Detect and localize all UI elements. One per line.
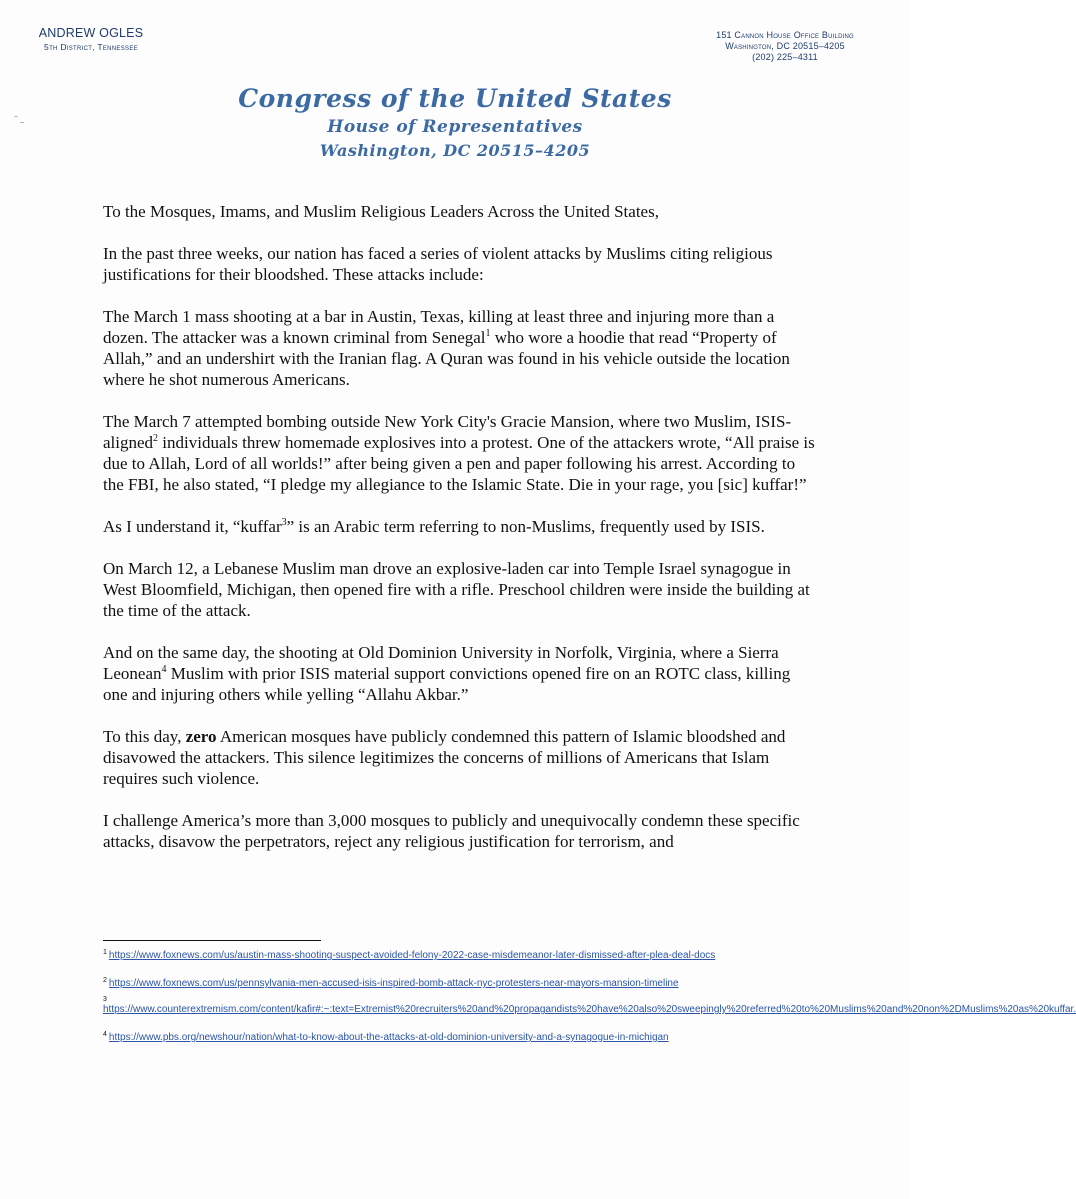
- footnote-4: [103, 1032, 823, 1044]
- salutation: To the Mosques, Imams, and Muslim Religious Leaders Across the United States,: [103, 202, 659, 221]
- paragraph-text: individuals threw homemade explosives into a protest. One of the attackers wrote, “All praise is due to Allah, Lord of all worlds!” after being given a pen and paper following his arrest. According to the FBI, he also stated, “I pledge my allegiance to the Islamic State. Die in your rage, you [sic] kuffar!”: [103, 433, 815, 494]
- masthead-address: Washington, DC 20515–4205: [319, 141, 591, 160]
- paragraph-challenge: I challenge America’s more than 3,000 mosques to publicly and unequivocally condemn these specific attacks, disavow the perpetrators, reject any religious justification for terrorism, and: [103, 811, 800, 851]
- footnote-ref[interactable]: 3: [281, 517, 287, 528]
- paragraph-gracie-mansion: [103, 411, 819, 495]
- paragraph-austin: [103, 306, 819, 390]
- paragraph-text: ” is an Arabic term referring to non-Muslims, frequently used by ISIS.: [286, 517, 765, 536]
- address-line-2: Washington, DC 20515–4205: [725, 41, 845, 51]
- letterhead-masthead: [0, 83, 910, 163]
- footnote-ref[interactable]: 4: [161, 664, 167, 675]
- footnote-ref[interactable]: 1: [485, 328, 491, 339]
- paragraph-kuffar: [103, 516, 819, 537]
- footnotes: [103, 949, 1076, 1060]
- footnote-link[interactable]: https://www.counterextremism.com/content/kafir#:~:text=Extremist%20recruiters%20and%20propagandists%20have%20also%20sweepingly%20referred%20to%20Muslims%20and%20non%2DMuslims%20as%20kuffar.: [103, 1004, 1076, 1015]
- office-address: [700, 30, 870, 63]
- paragraph-old-dominion: [103, 642, 819, 705]
- emphasis-zero: zero: [185, 727, 217, 746]
- paragraph-intro: In the past three weeks, our nation has faced a series of violent attacks by Muslims citing religious justifications for their bloodshed. These attacks include:: [103, 244, 773, 284]
- paragraph-temple-israel: On March 12, a Lebanese Muslim man drove an explosive-laden car into Temple Israel synagogue in West Bloomfield, Michigan, then opened fire with a rifle. Preschool children were inside the building at the time of the attack.: [103, 559, 810, 620]
- member-name: ANDREW OGLES: [38, 26, 144, 40]
- footnote-number: 3: [103, 996, 107, 1003]
- footnote-number: 4: [103, 1031, 107, 1038]
- member-header: [26, 26, 156, 54]
- footnote-2: [103, 978, 823, 990]
- paragraph-text: who wore a hoodie that read “Property of Allah,” and an undershirt with the Iranian flag. A Quran was found in his vehicle outside the location where he shot numerous Americans.: [103, 328, 790, 389]
- paragraph-text: The March 7 attempted bombing outside New York City's Gracie Mansion, where two Muslim, ISIS-aligned: [103, 412, 792, 452]
- footnote-1: [103, 950, 823, 962]
- footnote-divider: [103, 940, 321, 941]
- paragraph-text: Muslim with prior ISIS material support convictions opened fire on an ROTC class, killing one and injuring others while yelling “Allahu Akbar.”: [103, 664, 791, 704]
- footnote-link[interactable]: https://www.foxnews.com/us/austin-mass-shooting-suspect-avoided-felony-2022-case-misdemeanor-later-dismissed-after-plea-deal-docs: [108, 950, 716, 961]
- footnote-number: 1: [103, 949, 107, 956]
- paragraph-text: As I understand it, “kuffar: [103, 517, 282, 536]
- footnote-link[interactable]: https://www.foxnews.com/us/pennsylvania-men-accused-isis-inspired-bomb-attack-nyc-protesters-near-mayors-mansion-timeline: [108, 978, 679, 989]
- masthead-house: House of Representatives: [327, 117, 583, 137]
- office-phone: (202) 225–4311: [752, 52, 818, 62]
- paragraph-zero-mosques: [103, 726, 819, 789]
- footnote-ref[interactable]: 2: [153, 433, 159, 444]
- footnote-link[interactable]: https://www.pbs.org/newshour/nation/what-to-know-about-the-attacks-at-old-dominion-university-and-a-synagogue-in-michigan: [108, 1032, 669, 1043]
- member-district: 5th District, Tennessee: [44, 42, 138, 52]
- paragraph-text: The March 1 mass shooting at a bar in Austin, Texas, killing at least three and injuring more than a dozen. The attacker was a known criminal from Senegal: [103, 307, 775, 347]
- footnote-3: [103, 996, 1076, 1016]
- paragraph-text: To this day,: [103, 727, 186, 746]
- letter-body: [103, 201, 819, 873]
- address-line-1: 151 Cannon House Office Building: [716, 30, 854, 40]
- paragraph-text: American mosques have publicly condemned this pattern of Islamic bloodshed and disavowed the attackers. This silence legitimizes the concerns of millions of Americans that Islam requires such violence.: [103, 727, 786, 788]
- footnote-number: 2: [103, 977, 107, 984]
- paragraph-text: And on the same day, the shooting at Old Dominion University in Norfolk, Virginia, where a Sierra Leonean: [103, 643, 779, 683]
- masthead-congress: Congress of the United States: [238, 84, 672, 113]
